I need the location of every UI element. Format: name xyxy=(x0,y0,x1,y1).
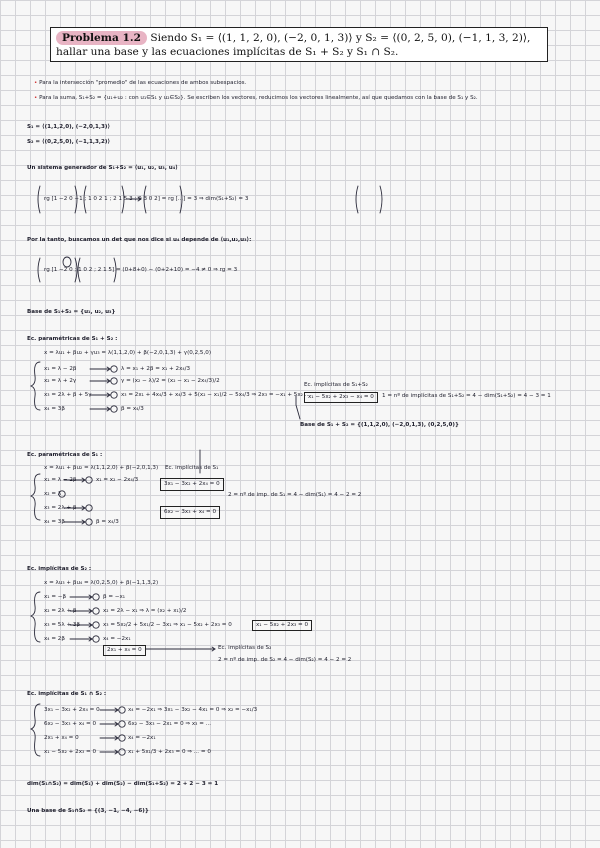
param-sum-l3: x₃ = 2λ + β + 5γ xyxy=(44,392,92,398)
intersection-r1: x₄ = −2x₁ ⇒ 3x₁ − 3x₂ − 4x₁ = 0 ⇒ x₂ = −x₁/3 xyxy=(128,707,258,713)
def-s2: S₂ = ⟨(0,2,5,0), (−1,1,3,2)⟩ xyxy=(27,139,111,145)
implicit-s1-box2: 6x₂ − 3x₃ + x₄ = 0 xyxy=(160,506,220,519)
base-sum-short: Base de S₁+S₂ = {u₁, u₂, u₃} xyxy=(27,309,116,315)
implicit-s2-box-right: x₁ − 5x₂ + 2x₃ = 0 xyxy=(252,620,312,631)
param-sum-l4: x₄ = 3β xyxy=(44,406,65,412)
param-s2-l3: x₃ = 5λ + 3β xyxy=(44,622,81,628)
problem-badge: Problema 1.2 xyxy=(56,31,147,45)
implicit-sum-label: Ec. implícitas de S₁+S₂ xyxy=(304,382,368,388)
intersection-l4: x₁ − 5x₂ + 2x₃ = 0 xyxy=(44,749,97,755)
def-s1: S₁ = ⟨(1,1,2,0), (−2,0,1,3)⟩ xyxy=(27,124,111,130)
generator-title: Un sistema generador de S₁+S₂ = ⟨u₁, u₂, u₃, u₄⟩ xyxy=(27,165,178,171)
base-sum-final: Base de S₁ + S₂ = {(1,1,2,0), (−2,0,1,3), (0,2,5,0)} xyxy=(300,422,459,428)
param-sum-r4: β = x₄/3 xyxy=(121,406,144,412)
intersection-r4: x₁ + 5x₁/3 + 2x₃ = 0 ⇒ ... = 0 xyxy=(128,749,211,755)
intersection-l3: 2x₁ + x₄ = 0 xyxy=(44,735,79,741)
param-sum-title: Ec. paramétricas de S₁ + S₂ : xyxy=(27,336,118,342)
param-s2-r3: x₃ = 5x₂/2 + 5x₁/2 − 3x₁ ⇒ x₁ − 5x₂ + 2x₃ = 0 xyxy=(103,622,232,628)
implicit-s1-box1: 3x₁ − 3x₂ + 2x₄ = 0 xyxy=(160,478,224,491)
param-sum-l1: x₁ = λ − 2β xyxy=(44,366,77,372)
determinant-computation: rg [1 −2 0 ; 1 0 2 ; 2 1 5] = (0+8+0) − (0+2+10) = −4 ≠ 0 ⇒ rg = 3 xyxy=(44,267,238,273)
param-s1-r4: β = x₄/3 xyxy=(96,519,119,525)
param-s2-r4: x₄ = −2x₁ xyxy=(103,636,131,642)
param-sum-r3: x₃ = 2x₁ + 4x₄/3 + x₄/3 + 5(x₂ − x₁)/2 − 5x₄/3 ⇒ 2x₃ = −x₁ + 5x₂ ... xyxy=(121,392,311,398)
param-s2-l4: x₄ = 2β xyxy=(44,636,65,642)
param-s2-l2: x₂ = 2λ + β xyxy=(44,608,77,614)
problem-text: Siendo S₁ = ⟨(1, 1, 2, 0), (−2, 0, 1, 3)⟩ y S₂ = ⟨(0, 2, 5, 0), (−1, 1, 3, 2)⟩, hallar una base y las ecuaciones implícitas de S₁ + S₂ y S₁ ∩ S₂. xyxy=(56,32,531,58)
param-sum-eq: x = λu₁ + βu₂ + γu₃ = λ(1,1,2,0) + β(−2,0,1,3) + γ(0,2,5,0) xyxy=(44,350,212,356)
rank-computation: rg [1 −2 0 −1 ; 1 0 2 1 ; 2 1 5 3 ; 0 3 0 2] = rg [...] = 3 ⇒ dim(S₁+S₂) = 3 xyxy=(44,196,249,202)
param-sum-r1: λ = x₁ + 2β = x₁ + 2x₄/3 xyxy=(121,366,191,372)
param-sum-r2: γ = (x₂ − λ)/2 = (x₂ − x₁ − 2x₄/3)/2 xyxy=(121,378,220,384)
implicit-sum-box: x₁ − 5x₂ + 2x₃ − x₄ = 0 xyxy=(304,392,378,403)
dependence-note: Por la tanto, buscamos un det que nos dice si u₄ depende de ⟨u₁,u₂,u₃⟩: xyxy=(27,237,252,243)
implicit-s2-label: Ec. implícitas de S₂ xyxy=(218,645,272,651)
implicit-s2-count: 2 = nº de imp. de S₂ = 4 − dim(S₂) = 4 − 2 = 2 xyxy=(218,657,352,663)
param-s2-eq: x = λu₃ + βu₄ = λ(0,2,5,0) + β(−1,1,3,2) xyxy=(44,580,159,586)
param-s2-l1: x₁ = −β xyxy=(44,594,67,600)
note-intersection: • Para la intersección "promedio" de las ecuaciones de ambos subespacios. xyxy=(34,80,247,86)
intersection-l1: 3x₁ − 3x₂ + 2x₄ = 0 xyxy=(44,707,100,713)
param-s1-l1: x₁ = λ − 2β xyxy=(44,477,77,483)
intersection-r3: x₄ = −2x₁ xyxy=(128,735,156,741)
problem-statement xyxy=(56,31,544,59)
intersection-dim: dim(S₁∩S₂) = dim(S₁) + dim(S₂) − dim(S₁+S₂) = 2 + 2 − 3 = 1 xyxy=(27,781,219,787)
param-s1-l3: x₃ = 2λ + β xyxy=(44,505,77,511)
note-sum: • Para la suma, S₁+S₂ = {u₁+u₂ : con u₁∈S₁ y u₂∈S₂}. Se escriben los vectores, reducimos los vectores linealmente, así que quedamos con la base de S₁ y S₂. xyxy=(34,95,478,101)
param-s2-r2: x₂ = 2λ − x₁ ⇒ λ = (x₂ + x₁)/2 xyxy=(103,608,187,614)
param-s1-title: Ec. paramétricas de S₁ : xyxy=(27,452,103,458)
implicit-sum-count: 1 = nº de implícitas de S₁+S₂ = 4 − dim(S₁+S₂) = 4 − 3 = 1 xyxy=(382,393,551,399)
param-s2-r1: β = −x₁ xyxy=(103,594,126,600)
param-s1-r1: x₁ = x₂ − 2x₄/3 xyxy=(96,477,139,483)
intersection-l2: 6x₂ − 3x₃ + x₄ = 0 xyxy=(44,721,97,727)
intersection-base: Una base de S₁∩S₂ = {(3, −1, −4, −6)} xyxy=(27,808,149,814)
implicit-s1-label: Ec. implícitas de S₁ xyxy=(165,465,219,471)
intersection-r2: 6x₂ − 3x₃ − 2x₁ = 0 ⇒ x₃ = ... xyxy=(128,721,211,727)
param-s1-eq: x = λu₁ + βu₂ = λ(1,1,2,0) + β(−2,0,1,3) xyxy=(44,465,159,471)
param-s1-l4: x₄ = 3β xyxy=(44,519,65,525)
param-s1-l2: x₂ = λ xyxy=(44,491,62,497)
param-sum-l2: x₂ = λ + 2γ xyxy=(44,378,77,384)
implicit-s2-box-left: 2x₁ + x₄ = 0 xyxy=(103,645,146,656)
intersection-title: Ec. implícitas de S₁ ∩ S₂ : xyxy=(27,691,107,697)
param-s2-title: Ec. implícitas de S₂ : xyxy=(27,566,92,572)
implicit-s1-count: 2 = nº de imp. de S₁ = 4 − dim(S₁) = 4 − 2 = 2 xyxy=(228,492,362,498)
